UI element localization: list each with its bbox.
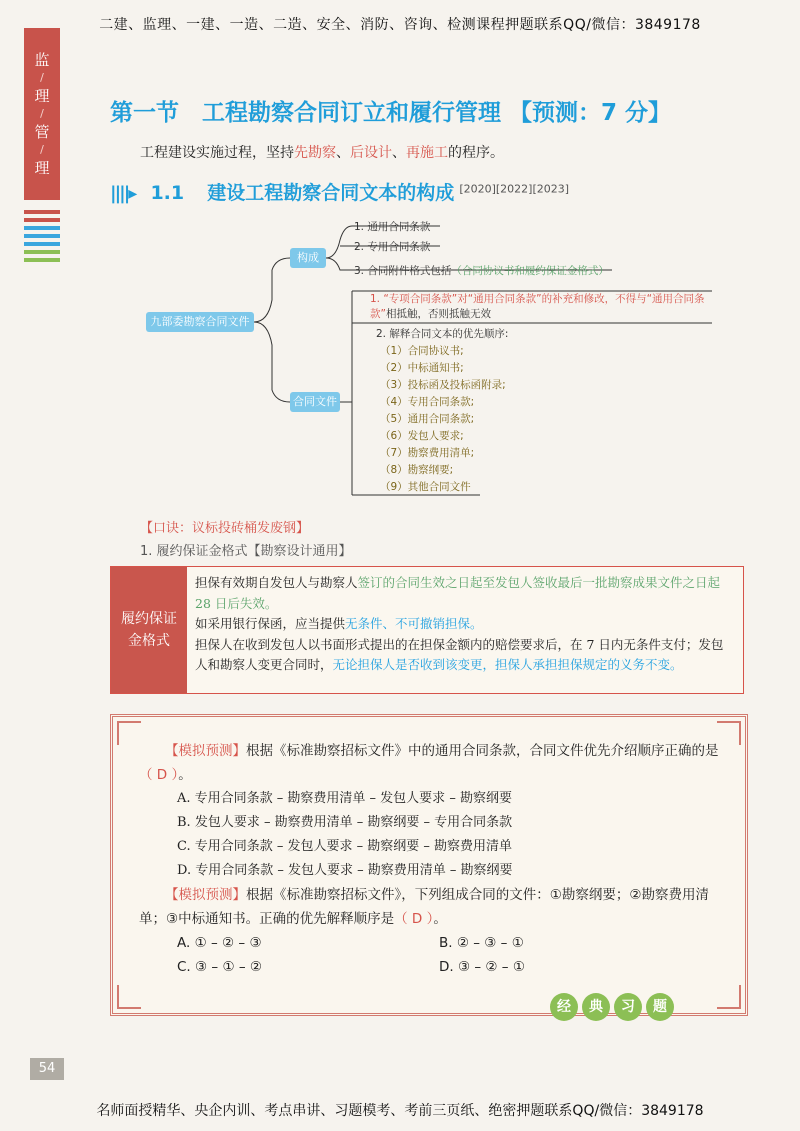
bond-paragraph <box>195 614 735 635</box>
badge-char: 典 <box>582 993 610 1021</box>
composition-item <box>354 263 609 278</box>
bond-paragraph <box>195 635 735 676</box>
priority-item: （5）通用合同条款; <box>380 413 475 425</box>
frame-corner-ornament <box>717 985 741 1009</box>
bond-paragraph <box>195 573 735 614</box>
subsection-years: [2020][2022][2023] <box>459 182 570 196</box>
intro-text: 、 <box>336 145 350 161</box>
side-tab-sep: / <box>40 107 44 120</box>
contract-note-1 <box>370 292 706 322</box>
priority-item: （3）投标函及投标函附录; <box>380 379 506 391</box>
option-row <box>139 931 727 955</box>
badge-char: 经 <box>550 993 578 1021</box>
intro-text: 的程序。 <box>448 145 504 161</box>
question-answer: （ D ） <box>394 911 434 927</box>
bond-heading-text: 1. 履约保证金格式 <box>140 544 248 559</box>
bond-label <box>111 567 187 693</box>
side-tab-sep: / <box>40 143 44 156</box>
option: D. ③ – ② – ① <box>439 959 525 975</box>
top-banner: 二建、监理、一建、一造、二造、安全、消防、咨询、检测课程押题联系QQ/微信：3849178 <box>99 17 701 33</box>
mindmap-root: 九部委勘察合同文件 <box>146 312 254 332</box>
question-tag: 【模拟预测】 <box>165 743 246 759</box>
side-tab-char: 理 <box>34 159 50 177</box>
option-row <box>139 955 727 979</box>
intro-highlight: 先勘察 <box>294 145 336 161</box>
priority-item: （1）合同协议书; <box>380 345 464 357</box>
badge-char: 习 <box>614 993 642 1021</box>
priority-item: （2）中标通知书; <box>380 362 464 374</box>
contract-note-2: 2. 解释合同文本的优先顺序: <box>376 328 509 340</box>
option: B. 发包人要求 – 勘察费用清单 – 勘察纲要 – 专用合同条款 <box>177 815 513 830</box>
exercise-content <box>139 739 727 979</box>
bond-text-plain: 如采用银行保函，应当提供 <box>195 616 346 631</box>
bond-text-highlight: 无条件、不可撤销担保。 <box>345 616 483 631</box>
option: C. 专用合同条款 – 发包人要求 – 勘察纲要 – 勘察费用清单 <box>177 839 513 854</box>
contract-note-tail: 相抵触，否则抵触无效 <box>385 308 491 320</box>
bond-heading-tag: 【勘察设计通用】 <box>247 544 352 559</box>
question-end: 。 <box>178 767 192 783</box>
performance-bond-box <box>110 566 744 694</box>
contract-note-red: 1. “专项合同条款”对“通用合同条款”的补充和修改，不得与“通用合同条款” <box>370 293 705 320</box>
bond-label-line: 履约保证 <box>121 611 177 627</box>
composition-item: 2. 专用合同条款 <box>354 241 431 253</box>
question-tag: 【模拟预测】 <box>165 887 246 903</box>
badge-char: 题 <box>646 993 674 1021</box>
bond-text-highlight: 签订的合同生效之日起至发包人签收最后一批勘察成果文件之日起 28 日后失效。 <box>195 575 721 611</box>
side-tab-sep: / <box>40 71 44 84</box>
mnemonic: 【口诀：议标投砖桶发废钢】 <box>140 521 310 536</box>
intro-highlight: 再施工 <box>406 145 448 161</box>
priority-item: （4）专用合同条款; <box>380 396 475 408</box>
composition-item-text: 3. 合同附件格式包括 <box>354 265 452 277</box>
question-stem: 根据《标准勘察招标文件》，下列组成合同的文件：①勘察纲要；②勘察费用清单；③中标通知书。正确的优先解释顺序是 <box>139 887 709 927</box>
option: D. 专用合同条款 – 发包人要求 – 勘察费用清单 – 勘察纲要 <box>177 863 513 878</box>
side-tab-char: 理 <box>34 87 50 105</box>
priority-item: （7）勘察费用清单; <box>380 447 475 459</box>
section-title-text: 第一节 工程勘察合同订立和履行管理 <box>110 100 501 126</box>
question-answer: （ D ） <box>139 767 179 783</box>
side-tab-char: 管 <box>34 123 50 141</box>
question-1 <box>139 739 727 787</box>
option: A. ① – ② – ③ <box>177 935 262 951</box>
question-stem: 根据《标准勘察招标文件》中的通用合同条款，合同文件优先介绍顺序正确的是 <box>246 743 719 759</box>
question-end: 。 <box>433 911 447 927</box>
intro-text: 、 <box>392 145 406 161</box>
frame-corner-ornament <box>117 985 141 1009</box>
priority-item: （9）其他合同文件 <box>380 481 471 493</box>
option: C. ③ – ① – ② <box>177 959 262 975</box>
intro-text: 工程建设实施过程，坚持 <box>140 145 294 161</box>
bond-label-line: 金格式 <box>128 633 170 649</box>
bond-text-plain: 担保人在收到发包人以书面形式提出的在担保金额内的赔偿要求后，在 7 日内无条件支付；发包人和勘察人变更合同时， <box>195 636 724 672</box>
bond-heading <box>140 540 352 559</box>
frame-corner-ornament <box>117 721 141 745</box>
section-prediction: 【预测：7 分】 <box>509 100 672 126</box>
side-tab-char: 监 <box>34 51 50 69</box>
bottom-banner: 名师面授精华、央企内训、考点串讲、习题模考、考前三页纸、绝密押题联系QQ/微信：3849178 <box>96 1103 704 1119</box>
exercise-frame <box>110 714 748 1016</box>
composition-item: 1. 通用合同条款 <box>354 221 431 233</box>
mindmap-node-composition: 构成 <box>290 248 326 268</box>
subsection-number: 1.1 <box>150 182 185 204</box>
bars-icon: ||||▸ <box>110 183 136 204</box>
bond-text-highlight: 无论担保人是否收到该变更，担保人承担担保规定的义务不变。 <box>332 657 683 672</box>
intro-highlight: 后设计 <box>350 145 392 161</box>
bond-text-plain: 担保有效期自发包人与勘察人 <box>195 575 358 590</box>
question-2 <box>139 883 727 931</box>
priority-item: （6）发包人要求; <box>380 430 464 442</box>
mindmap-node-contract-docs: 合同文件 <box>290 392 340 412</box>
option: B. ② – ③ – ① <box>439 935 524 951</box>
bond-text <box>195 573 735 676</box>
classic-exercises-badge <box>550 993 674 1021</box>
subsection-title: 建设工程勘察合同文本的构成 <box>207 182 455 204</box>
page-number: 54 <box>30 1058 64 1080</box>
priority-item: （8）勘察纲要; <box>380 464 454 476</box>
composition-item-highlight: （合同协议书和履约保证金格式） <box>451 265 609 277</box>
option: A. 专用合同条款 – 勘察费用清单 – 发包人要求 – 勘察纲要 <box>177 791 512 806</box>
